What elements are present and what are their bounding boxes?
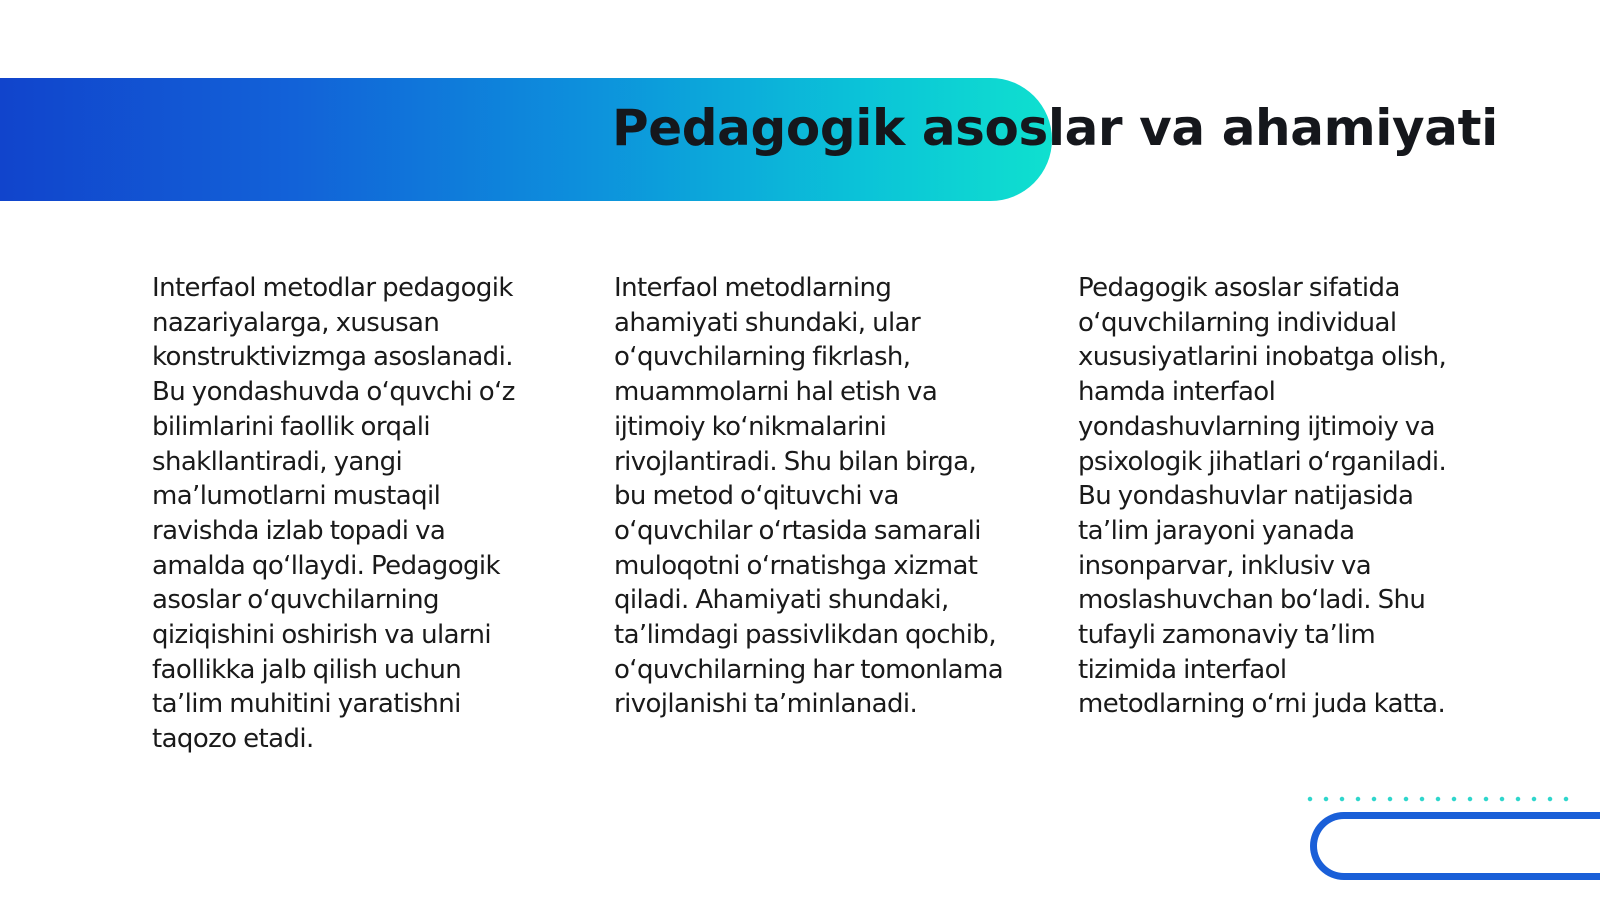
slide-title: Pedagogik asoslar va ahamiyati	[612, 99, 1498, 157]
decorative-pill-outline	[1310, 812, 1600, 880]
text-column-3: Pedagogik asoslar sifatida o‘quvchilarning individual xususiyatlarini inobatga olish, hamda interfaol yondashuvlarning ijtimoiy va psixologik jihatlari o‘rganiladi. Bu yondashuvlar natijasida ta’lim jarayoni yanada insonparvar, inklusiv va moslashuvchan bo‘ladi. Shu tufayli zamonaviy ta’lim tizimida interfaol metodlarning o‘rni juda katta.	[1078, 273, 1447, 720]
text-column-1: Interfaol metodlar pedagogik nazariyalarga, xususan konstruktivizmga asoslanadi. Bu yondashuvda o‘quvchi o‘z bilimlarini faollik orqali shakllantiradi, yangi ma’lumotlarni mustaqil ravishda izlab topadi va amalda qo‘llaydi. Pedagogik asoslar o‘quvchilarning qiziqishini oshirish va ularni faollikka jalb qilish uchun ta’lim muhitini yaratishni taqozo etadi.	[152, 273, 515, 755]
decorative-dots	[1302, 795, 1572, 803]
text-column-2: Interfaol metodlarning ahamiyati shundaki, ular o‘quvchilarning fikrlash, muammolarni hal etish va ijtimoiy ko‘nikmalarini rivojlantiradi. Shu bilan birga, bu metod o‘qituvchi va o‘quvchilar o‘rtasida samarali muloqotni o‘rnatishga xizmat qiladi. Ahamiyati shundaki, ta’limdagi passivlikdan qochib, o‘quvchilarning har tomonlama rivojlanishi ta’minlanadi.	[614, 273, 1004, 720]
